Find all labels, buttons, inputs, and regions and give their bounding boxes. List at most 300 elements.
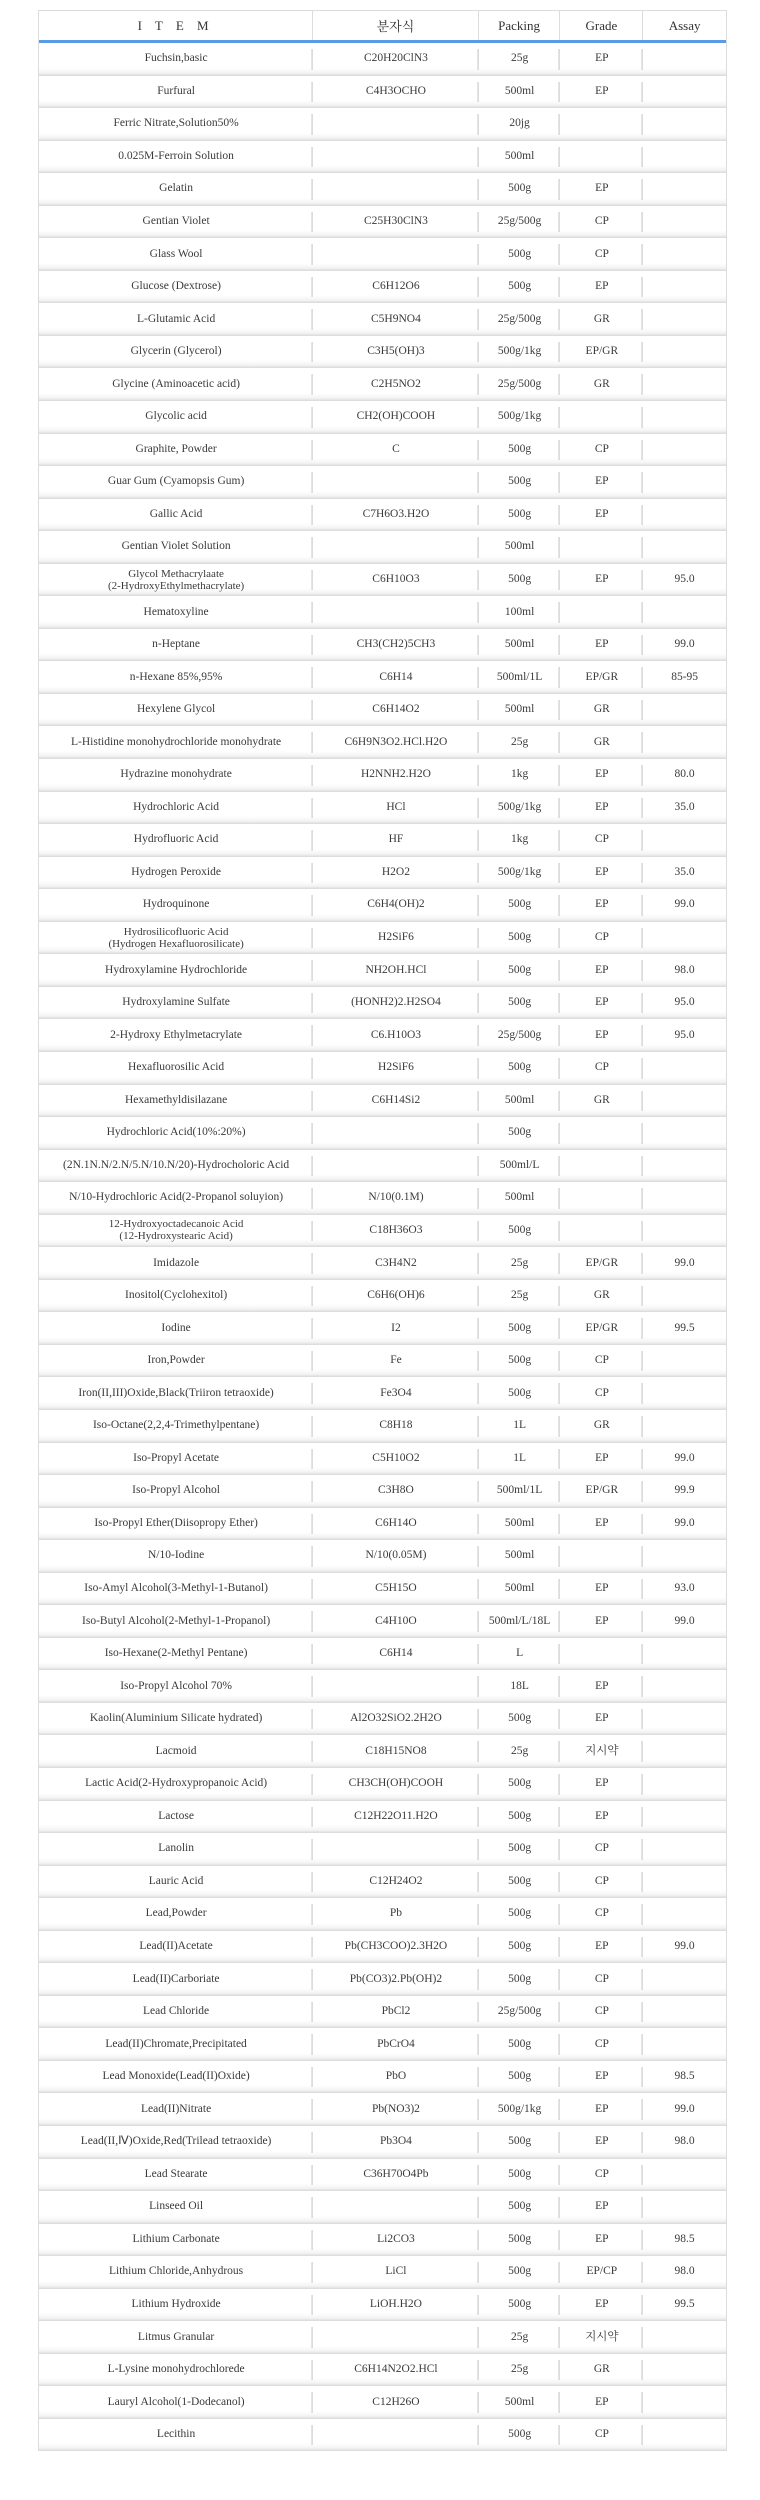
cell-assay <box>643 1410 726 1442</box>
cell-grade: GR <box>560 368 643 400</box>
cell-assay <box>643 2354 726 2386</box>
table-row <box>39 2386 726 2419</box>
cell-assay <box>643 336 726 368</box>
cell-packing: 1L <box>479 1410 561 1442</box>
cell-packing: 500ml/L <box>479 1150 561 1182</box>
cell-assay: 99.0 <box>674 1451 695 1464</box>
cell-assay: 99.0 <box>674 1516 695 1529</box>
cell-packing: 25g/500g <box>479 368 561 400</box>
cell-assay: 99.0 <box>674 1614 695 1627</box>
table-row <box>39 2224 726 2257</box>
table-row <box>39 108 726 141</box>
cell-grade <box>560 531 643 563</box>
table-row <box>39 1410 726 1443</box>
table-row <box>39 759 726 792</box>
cell-item: Lead(II)Chromate,Precipitated <box>39 2028 313 2060</box>
cell-formula: C <box>313 434 479 466</box>
cell-grade <box>560 1150 643 1182</box>
cell-packing: 500ml <box>479 1085 561 1117</box>
cell-formula: (HONH2)2.H2SO4 <box>313 987 479 1019</box>
table-row <box>39 271 726 304</box>
cell-assay: 35.0 <box>674 800 695 813</box>
table-row <box>39 1312 726 1345</box>
cell-item: Glycolic acid <box>39 401 313 433</box>
cell-item: Linseed Oil <box>39 2191 313 2223</box>
cell-formula: C5H10O2 <box>313 1443 479 1475</box>
table-row <box>39 76 726 109</box>
cell-packing: 500g <box>479 1312 561 1344</box>
cell-assay <box>643 43 726 75</box>
cell-grade: EP <box>560 2126 643 2158</box>
cell-grade: CP <box>560 1345 643 1377</box>
cell-grade <box>560 1117 643 1149</box>
table-row <box>39 954 726 987</box>
cell-item: Hexafluorosilic Acid <box>39 1052 313 1084</box>
cell-assay <box>643 1345 726 1377</box>
cell-grade: CP <box>560 1833 643 1865</box>
cell-assay <box>643 76 726 108</box>
cell-formula: C7H6O3.H2O <box>313 499 479 531</box>
table-row <box>39 1345 726 1378</box>
cell-formula: C6H4(OH)2 <box>313 889 479 921</box>
cell-grade: CP <box>560 1052 643 1084</box>
cell-assay <box>643 1898 726 1930</box>
table-row <box>39 1052 726 1085</box>
cell-assay <box>643 1182 726 1214</box>
cell-packing: 25g <box>479 43 561 75</box>
cell-grade: EP <box>560 1605 643 1637</box>
cell-formula: Al2O32SiO2.2H2O <box>313 1703 479 1735</box>
cell-formula <box>313 596 479 628</box>
cell-grade: EP <box>560 564 643 596</box>
cell-packing: 25g <box>479 2321 561 2353</box>
cell-packing: 500g <box>479 466 561 498</box>
cell-assay <box>643 271 726 303</box>
table-row <box>39 1638 726 1671</box>
cell-assay <box>643 1996 726 2028</box>
cell-item: 2-Hydroxy Ethylmetacrylate <box>39 1019 313 1051</box>
cell-grade: EP <box>560 2093 643 2125</box>
cell-assay: 98.0 <box>674 2265 695 2278</box>
cell-formula: C4H3OCHO <box>313 76 479 108</box>
table-row <box>39 2256 726 2289</box>
cell-formula: C3H5(OH)3 <box>313 336 479 368</box>
cell-packing: 500g <box>479 2159 561 2191</box>
table-row <box>39 1117 726 1150</box>
cell-assay: 98.0 <box>674 2135 695 2148</box>
table-row <box>39 824 726 857</box>
cell-packing: 500ml/L/18L <box>479 1605 561 1637</box>
cell-packing: 500g <box>479 2289 561 2321</box>
cell-formula: C6H14O2 <box>313 694 479 726</box>
table-row <box>39 1443 726 1476</box>
cell-grade: CP <box>560 1963 643 1995</box>
cell-packing: 25g <box>479 1247 561 1279</box>
cell-grade: EP <box>560 499 643 531</box>
cell-item: Lead,Powder <box>39 1898 313 1930</box>
cell-packing: 500g <box>479 1117 561 1149</box>
cell-item: Inositol(Cyclohexitol) <box>39 1280 313 1312</box>
cell-assay: 99.0 <box>674 638 695 651</box>
table-row <box>39 889 726 922</box>
cell-packing: 500g <box>479 2028 561 2060</box>
table-row <box>39 1540 726 1573</box>
cell-assay <box>643 434 726 466</box>
cell-formula: C12H26O <box>313 2386 479 2418</box>
table-row <box>39 1801 726 1834</box>
cell-formula <box>313 531 479 563</box>
cell-item: Hydroxylamine Hydrochloride <box>39 954 313 986</box>
cell-assay <box>643 922 726 954</box>
cell-formula <box>313 141 479 173</box>
cell-assay <box>643 2191 726 2223</box>
cell-item: Hydroxylamine Sulfate <box>39 987 313 1019</box>
cell-item: Hydrogen Peroxide <box>39 857 313 889</box>
cell-formula: C18H36O3 <box>313 1215 479 1247</box>
header-item: I T E M <box>39 11 313 40</box>
cell-formula: C6H10O3 <box>313 564 479 596</box>
cell-formula: C6H14N2O2.HCl <box>313 2354 479 2386</box>
cell-formula: C2H5NO2 <box>313 368 479 400</box>
cell-grade: GR <box>560 1085 643 1117</box>
table-row <box>39 1866 726 1899</box>
cell-assay <box>643 1638 726 1670</box>
cell-packing: 1kg <box>479 759 561 791</box>
cell-item: Iso-Propyl Ether(Diisopropy Ether) <box>39 1508 313 1540</box>
table-row <box>39 2191 726 2224</box>
cell-item: Lauryl Alcohol(1-Dodecanol) <box>39 2386 313 2418</box>
cell-item: Lithium Hydroxide <box>39 2289 313 2321</box>
cell-formula: C6H9N3O2.HCl.H2O <box>313 726 479 758</box>
table-row <box>39 987 726 1020</box>
cell-assay <box>643 2028 726 2060</box>
cell-formula: NH2OH.HCl <box>313 954 479 986</box>
cell-assay <box>643 1085 726 1117</box>
cell-grade: EP <box>560 2191 643 2223</box>
cell-grade: CP <box>560 2159 643 2191</box>
cell-assay <box>643 1150 726 1182</box>
cell-item: Gentian Violet <box>39 206 313 238</box>
cell-grade <box>560 596 643 628</box>
cell-item: Glucose (Dextrose) <box>39 271 313 303</box>
cell-grade: EP <box>560 1801 643 1833</box>
table-row <box>39 694 726 727</box>
cell-formula: CH3CH(OH)COOH <box>313 1768 479 1800</box>
cell-assay <box>643 401 726 433</box>
table-row <box>39 303 726 336</box>
table-row <box>39 1670 726 1703</box>
cell-assay <box>643 1540 726 1572</box>
cell-packing: 500g <box>479 889 561 921</box>
table-row <box>39 2321 726 2354</box>
cell-grade: EP <box>560 857 643 889</box>
cell-item: Imidazole <box>39 1247 313 1279</box>
cell-packing: 1kg <box>479 824 561 856</box>
cell-packing: 500g <box>479 922 561 954</box>
cell-formula <box>313 466 479 498</box>
cell-packing: 500g <box>479 2126 561 2158</box>
cell-grade: GR <box>560 1410 643 1442</box>
cell-item: L-Glutamic Acid <box>39 303 313 335</box>
cell-item: Hexamethyldisilazane <box>39 1085 313 1117</box>
cell-grade: GR <box>560 694 643 726</box>
cell-assay <box>643 2321 726 2353</box>
cell-grade: EP <box>560 2289 643 2321</box>
cell-grade: GR <box>560 2354 643 2386</box>
table-row <box>39 141 726 174</box>
cell-formula: I2 <box>313 1312 479 1344</box>
cell-formula: C8H18 <box>313 1410 479 1442</box>
cell-grade: EP <box>560 43 643 75</box>
cell-item: Lead Stearate <box>39 2159 313 2191</box>
table-row <box>39 2354 726 2387</box>
table-row <box>39 726 726 759</box>
header-formula: 분자식 <box>313 11 479 40</box>
cell-packing: 500g <box>479 1833 561 1865</box>
cell-item: Iso-Octane(2,2,4-Trimethylpentane) <box>39 1410 313 1442</box>
cell-grade: EP <box>560 889 643 921</box>
cell-grade: 지시약 <box>560 2321 643 2353</box>
table-row <box>39 596 726 629</box>
table-row <box>39 1247 726 1280</box>
cell-packing: 25g/500g <box>479 206 561 238</box>
cell-formula: C25H30ClN3 <box>313 206 479 238</box>
cell-item: Lanolin <box>39 1833 313 1865</box>
cell-item: Glycerin (Glycerol) <box>39 336 313 368</box>
cell-assay <box>643 531 726 563</box>
cell-formula: LiOH.H2O <box>313 2289 479 2321</box>
table-row <box>39 1508 726 1541</box>
cell-assay: 99.0 <box>674 1939 695 1952</box>
cell-item: Iron,Powder <box>39 1345 313 1377</box>
table-row <box>39 466 726 499</box>
cell-grade: CP <box>560 1377 643 1409</box>
table-row <box>39 173 726 206</box>
cell-assay <box>643 2419 726 2451</box>
cell-assay: 99.5 <box>674 1321 695 1334</box>
cell-formula: H2O2 <box>313 857 479 889</box>
cell-item: Iso-Propyl Alcohol 70% <box>39 1670 313 1702</box>
table-row <box>39 1280 726 1313</box>
cell-formula: N/10(0.05M) <box>313 1540 479 1572</box>
cell-packing: 100ml <box>479 596 561 628</box>
cell-assay: 98.5 <box>674 2070 695 2083</box>
cell-formula <box>313 2191 479 2223</box>
cell-formula: C6H12O6 <box>313 271 479 303</box>
cell-packing: 500g <box>479 1768 561 1800</box>
cell-packing: 500g <box>479 1963 561 1995</box>
table-row <box>39 1377 726 1410</box>
cell-formula: H2SiF6 <box>313 922 479 954</box>
table-row <box>39 368 726 401</box>
cell-grade: EP <box>560 271 643 303</box>
cell-formula: HF <box>313 824 479 856</box>
cell-grade <box>560 1638 643 1670</box>
table-row <box>39 2061 726 2094</box>
cell-item: Ferric Nitrate,Solution50% <box>39 108 313 140</box>
cell-assay: 99.0 <box>674 898 695 911</box>
cell-item: Lecithin <box>39 2419 313 2451</box>
cell-item: Iso-Butyl Alcohol(2-Methyl-1-Propanol) <box>39 1605 313 1637</box>
cell-packing: 500g <box>479 271 561 303</box>
cell-item: Iodine <box>39 1312 313 1344</box>
cell-grade: 지시약 <box>560 1735 643 1767</box>
cell-grade: EP <box>560 1573 643 1605</box>
cell-grade <box>560 1540 643 1572</box>
cell-grade <box>560 108 643 140</box>
table-row <box>39 1735 726 1768</box>
table-row <box>39 1963 726 1996</box>
cell-assay: 98.0 <box>674 963 695 976</box>
cell-packing: 500g <box>479 954 561 986</box>
cell-grade: EP/GR <box>560 1475 643 1507</box>
cell-assay: 95.0 <box>674 996 695 1009</box>
cell-packing: 500g <box>479 173 561 205</box>
cell-packing: 500g <box>479 1866 561 1898</box>
cell-assay <box>643 1963 726 1995</box>
cell-grade: EP <box>560 1768 643 1800</box>
cell-item: Graphite, Powder <box>39 434 313 466</box>
cell-grade: CP <box>560 824 643 856</box>
cell-packing: 500ml <box>479 629 561 661</box>
cell-formula: C4H10O <box>313 1605 479 1637</box>
cell-formula: C6H14Si2 <box>313 1085 479 1117</box>
cell-formula <box>313 1670 479 1702</box>
cell-formula: C5H9NO4 <box>313 303 479 335</box>
cell-item: Iron(II,III)Oxide,Black(Triiron tetraoxide) <box>39 1377 313 1409</box>
cell-grade: CP <box>560 2419 643 2451</box>
cell-formula: PbCl2 <box>313 1996 479 2028</box>
cell-assay <box>643 1670 726 1702</box>
cell-grade: EP <box>560 759 643 791</box>
cell-formula: C12H22O11.H2O <box>313 1801 479 1833</box>
cell-packing: 500g/1kg <box>479 2093 561 2125</box>
cell-packing: 500g <box>479 2191 561 2223</box>
cell-packing: 25g/500g <box>479 1019 561 1051</box>
table-row <box>39 43 726 76</box>
table-row <box>39 1931 726 1964</box>
table-row <box>39 434 726 467</box>
cell-formula: C12H24O2 <box>313 1866 479 1898</box>
header-assay: Assay <box>668 17 701 33</box>
cell-grade: CP <box>560 1898 643 1930</box>
table-header <box>39 11 726 43</box>
cell-item: Hexylene Glycol <box>39 694 313 726</box>
cell-grade: GR <box>560 726 643 758</box>
table-row <box>39 401 726 434</box>
cell-grade: EP <box>560 792 643 824</box>
cell-packing: 500g <box>479 1052 561 1084</box>
cell-item: n-Heptane <box>39 629 313 661</box>
table-row <box>39 1573 726 1606</box>
cell-grade: CP <box>560 2028 643 2060</box>
cell-formula: Fe <box>313 1345 479 1377</box>
cell-packing: 500ml <box>479 76 561 108</box>
cell-assay <box>643 1377 726 1409</box>
table-row <box>39 1475 726 1508</box>
cell-item: Glass Wool <box>39 238 313 270</box>
cell-item: Hydrochloric Acid(10%:20%) <box>39 1117 313 1149</box>
cell-item: n-Hexane 85%,95% <box>39 661 313 693</box>
cell-formula <box>313 173 479 205</box>
cell-formula <box>313 108 479 140</box>
table-row <box>39 1605 726 1638</box>
cell-assay <box>643 726 726 758</box>
cell-grade: EP <box>560 1019 643 1051</box>
cell-assay <box>643 1280 726 1312</box>
table-row <box>39 1182 726 1215</box>
cell-formula: C5H15O <box>313 1573 479 1605</box>
cell-item: Hydrazine monohydrate <box>39 759 313 791</box>
cell-assay <box>643 206 726 238</box>
cell-grade: EP <box>560 1443 643 1475</box>
cell-formula: C20H20ClN3 <box>313 43 479 75</box>
cell-packing: 500g/1kg <box>479 336 561 368</box>
cell-formula <box>313 2321 479 2353</box>
table-row <box>39 857 726 890</box>
cell-packing: 500g <box>479 1703 561 1735</box>
cell-item: N/10-Iodine <box>39 1540 313 1572</box>
cell-item: Hematoxyline <box>39 596 313 628</box>
cell-formula <box>313 1117 479 1149</box>
cell-assay: 35.0 <box>674 865 695 878</box>
cell-formula: PbCrO4 <box>313 2028 479 2060</box>
cell-packing: 25g/500g <box>479 1996 561 2028</box>
table-row <box>39 2289 726 2322</box>
cell-item: Hydroquinone <box>39 889 313 921</box>
cell-formula: C6.H10O3 <box>313 1019 479 1051</box>
cell-packing: 500g <box>479 1215 561 1247</box>
cell-item: Litmus Granular <box>39 2321 313 2353</box>
table-row <box>39 238 726 271</box>
cell-assay <box>643 368 726 400</box>
cell-grade: EP <box>560 76 643 108</box>
table-row <box>39 1085 726 1118</box>
cell-formula: C6H6(OH)6 <box>313 1280 479 1312</box>
cell-formula: N/10(0.1M) <box>313 1182 479 1214</box>
cell-packing: 500g/1kg <box>479 792 561 824</box>
cell-formula: Pb(NO3)2 <box>313 2093 479 2125</box>
cell-assay: 99.0 <box>674 2102 695 2115</box>
cell-grade: EP <box>560 173 643 205</box>
cell-packing: 500g <box>479 2419 561 2451</box>
cell-item: Glycol Methacrylaate (2-HydroxyEthylmethacrylate) <box>39 564 313 596</box>
cell-packing: 500g <box>479 2256 561 2288</box>
cell-item: Lead Chloride <box>39 1996 313 2028</box>
cell-item: Lead(II)Acetate <box>39 1931 313 1963</box>
cell-grade: EP/CP <box>560 2256 643 2288</box>
cell-assay: 95.0 <box>674 573 695 586</box>
cell-grade: CP <box>560 1866 643 1898</box>
table-row <box>39 1996 726 2029</box>
cell-formula: Pb(CH3COO)2.3H2O <box>313 1931 479 1963</box>
product-table <box>38 10 727 2451</box>
cell-item: Hydrosilicofluoric Acid (Hydrogen Hexafluorosilicate) <box>39 922 313 954</box>
cell-formula: C3H8O <box>313 1475 479 1507</box>
cell-packing: 20jg <box>479 108 561 140</box>
cell-formula <box>313 1833 479 1865</box>
cell-item: Lead Monoxide(Lead(II)Oxide) <box>39 2061 313 2093</box>
cell-formula: C36H70O4Pb <box>313 2159 479 2191</box>
cell-assay <box>643 1866 726 1898</box>
cell-item: Iso-Amyl Alcohol(3-Methyl-1-Butanol) <box>39 1573 313 1605</box>
cell-assay: 95.0 <box>674 1028 695 1041</box>
cell-packing: 500ml <box>479 1508 561 1540</box>
cell-formula: H2SiF6 <box>313 1052 479 1084</box>
cell-assay: 80.0 <box>674 768 695 781</box>
cell-packing: 25g <box>479 2354 561 2386</box>
cell-formula: C6H14 <box>313 1638 479 1670</box>
